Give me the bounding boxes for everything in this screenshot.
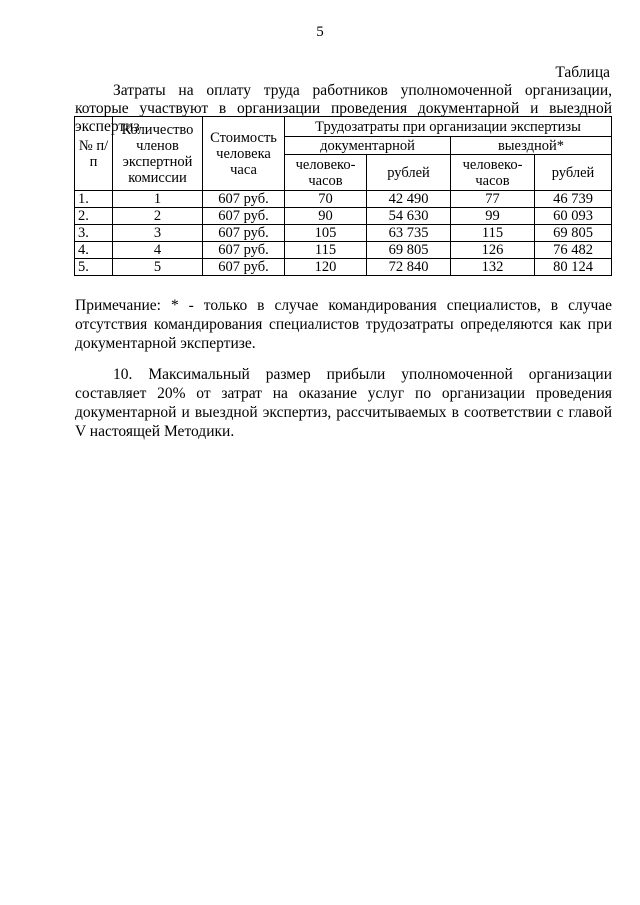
header-doc-rubles: рублей — [367, 155, 451, 191]
cell-field-hours: 99 — [451, 208, 535, 225]
cell-doc-rubles: 72 840 — [367, 259, 451, 276]
table-row — [75, 191, 612, 208]
cell-doc-rubles: 69 805 — [367, 242, 451, 259]
cell-members: 3 — [113, 225, 203, 242]
cell-doc-rubles: 42 490 — [367, 191, 451, 208]
cell-doc-hours: 70 — [285, 191, 367, 208]
cell-cost: 607 руб. — [203, 225, 285, 242]
cell-members: 5 — [113, 259, 203, 276]
cell-num: 5. — [75, 259, 113, 276]
header-field-hours: человеко-часов — [451, 155, 535, 191]
cell-num: 3. — [75, 225, 113, 242]
cell-doc-rubles: 63 735 — [367, 225, 451, 242]
cell-cost: 607 руб. — [203, 191, 285, 208]
table-row — [75, 259, 612, 276]
table-label: Таблица — [555, 64, 610, 81]
paragraph-10: 10. Максимальный размер прибыли уполномоченной организации составляет 20% от затрат на оказание услуг по организации проведения документарной и выездной экспертиз, рассчитываемых в соответствии с главой V настоящей Методики. — [75, 366, 612, 440]
table-row — [75, 242, 612, 259]
cell-doc-hours: 115 — [285, 242, 367, 259]
cell-members: 1 — [113, 191, 203, 208]
cell-cost: 607 руб. — [203, 242, 285, 259]
labor-costs-table — [74, 116, 612, 276]
header-num: № п/п — [75, 117, 113, 191]
header-field: выездной* — [451, 137, 612, 155]
cell-field-hours: 77 — [451, 191, 535, 208]
table-caption: Затраты на оплату труда работников уполномоченной организации, которые участвуют в организации проведения документарной и выездной экспертиз — [75, 82, 612, 135]
cell-doc-rubles: 54 630 — [367, 208, 451, 225]
cell-field-rubles: 60 093 — [535, 208, 612, 225]
cell-members: 2 — [113, 208, 203, 225]
cell-doc-hours: 120 — [285, 259, 367, 276]
cell-field-rubles: 46 739 — [535, 191, 612, 208]
cell-field-rubles: 69 805 — [535, 225, 612, 242]
header-labor: Трудозатраты при организации экспертизы — [285, 117, 612, 137]
header-documentary: документарной — [285, 137, 451, 155]
cell-members: 4 — [113, 242, 203, 259]
table-note: Примечание: * - только в случае командирования специалистов, в случае отсутствия командирования специалистов трудозатраты определяются как при документарной экспертизе. — [75, 297, 612, 352]
cell-field-hours: 126 — [451, 242, 535, 259]
cell-field-hours: 115 — [451, 225, 535, 242]
page-number: 5 — [316, 24, 324, 40]
table-row — [75, 208, 612, 225]
cell-field-rubles: 80 124 — [535, 259, 612, 276]
table-row — [75, 225, 612, 242]
cell-doc-hours: 90 — [285, 208, 367, 225]
cell-num: 4. — [75, 242, 113, 259]
header-cost: Стоимость человека часа — [203, 117, 285, 191]
cell-num: 1. — [75, 191, 113, 208]
cell-field-rubles: 76 482 — [535, 242, 612, 259]
cell-cost: 607 руб. — [203, 208, 285, 225]
cell-field-hours: 132 — [451, 259, 535, 276]
cell-cost: 607 руб. — [203, 259, 285, 276]
cell-num: 2. — [75, 208, 113, 225]
header-field-rubles: рублей — [535, 155, 612, 191]
header-doc-hours: человеко-часов — [285, 155, 367, 191]
header-members: Количество членов экспертной комиссии — [113, 117, 203, 191]
cell-doc-hours: 105 — [285, 225, 367, 242]
